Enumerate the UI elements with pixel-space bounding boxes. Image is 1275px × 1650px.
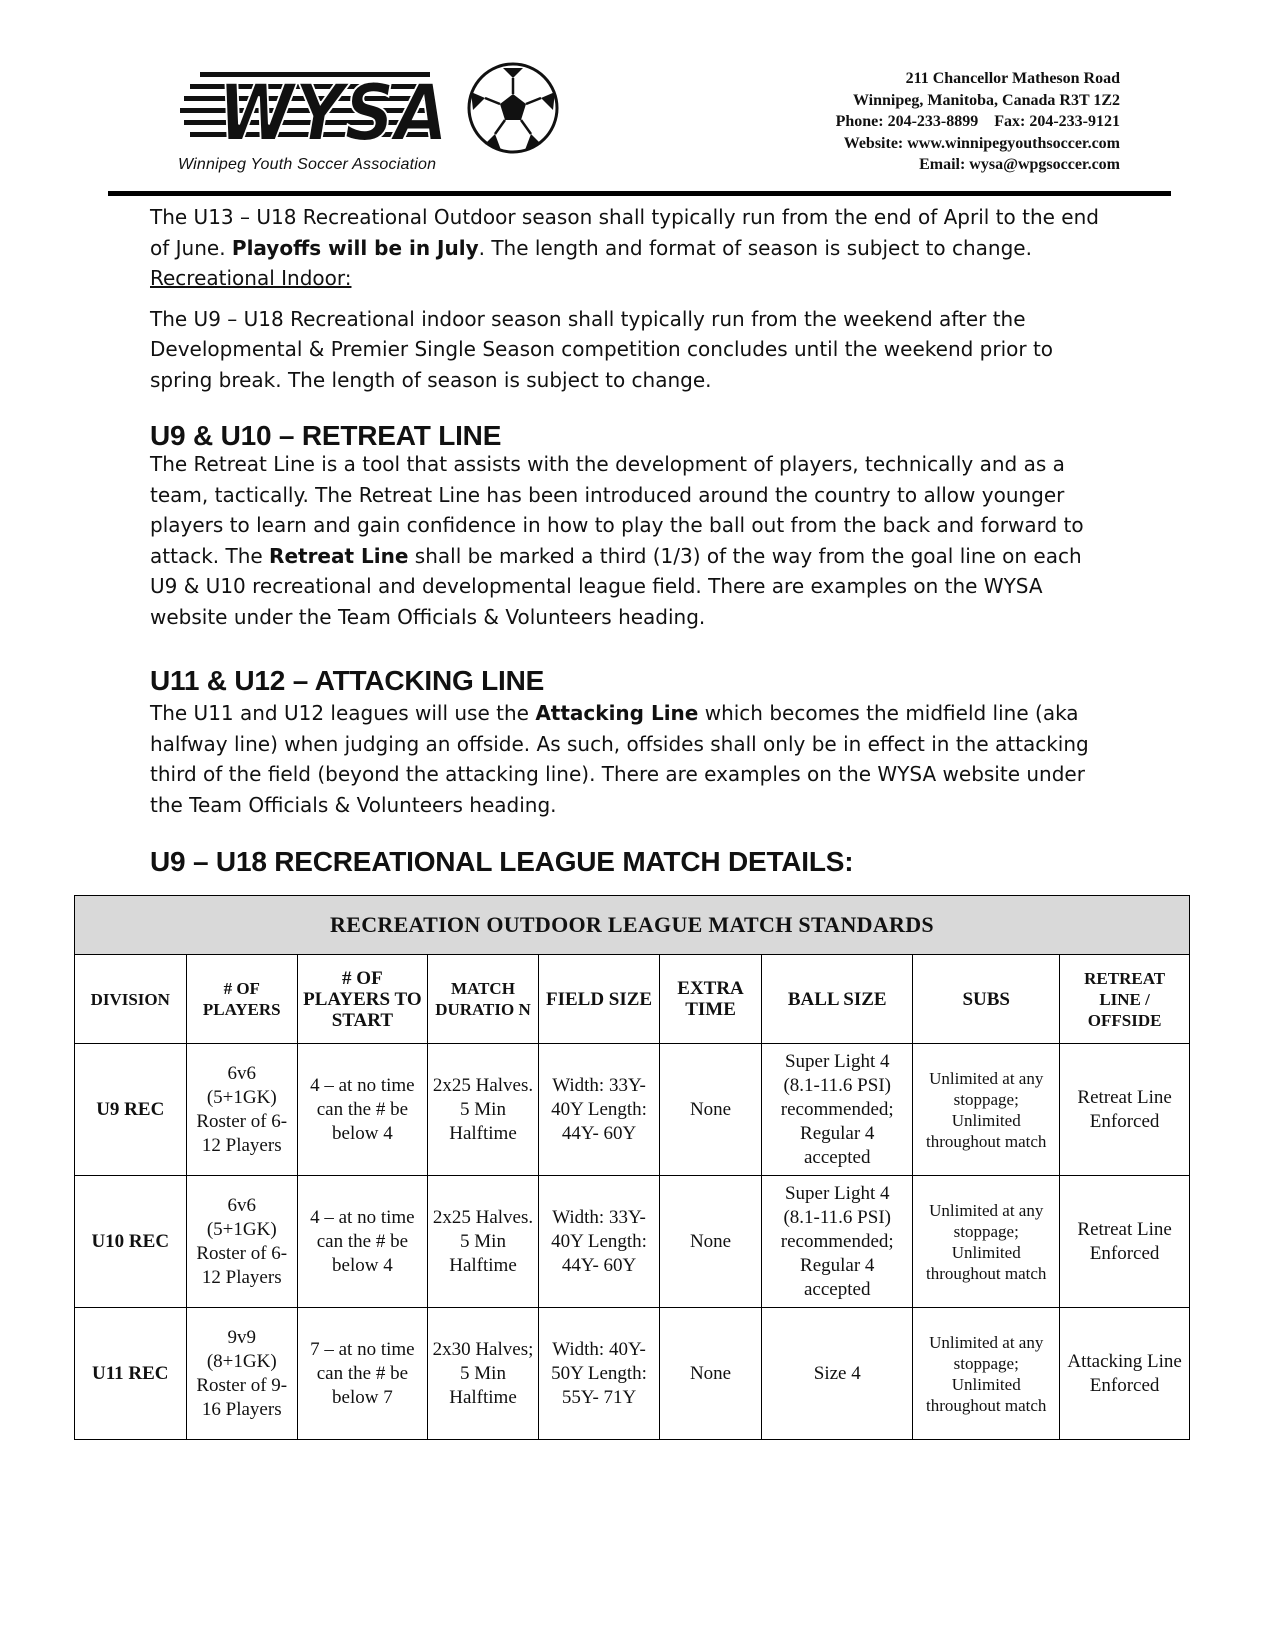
col-header: MATCH DURATIO N <box>427 955 539 1044</box>
cell-start: 7 – at no time can the # be below 7 <box>298 1308 428 1440</box>
website[interactable]: Website: www.winnipegyouthsoccer.com <box>843 134 1120 152</box>
cell-retreat: Retreat Line Enforced <box>1060 1176 1190 1308</box>
col-header: # OF PLAYERS <box>186 955 298 1044</box>
col-header: # OF PLAYERS TO START <box>298 955 428 1044</box>
address-line-2: Winnipeg, Manitoba, Canada R3T 1Z2 <box>852 91 1120 109</box>
cell-field: Width: 40Y-50Y Length: 55Y- 71Y <box>539 1308 660 1440</box>
soccer-ball-icon <box>469 64 557 152</box>
cell-division: U10 REC <box>75 1176 187 1308</box>
indoor-heading: Recreational Indoor: <box>150 266 352 290</box>
address-line-1: 211 Chancellor Matheson Road <box>905 70 1120 87</box>
table-row <box>75 1308 1190 1440</box>
attacking-heading: U11 & U12 – ATTACKING LINE <box>150 665 545 696</box>
col-header: SUBS <box>913 955 1060 1044</box>
cell-players: 9v9 (8+1GK) Roster of 9-16 Players <box>186 1308 298 1440</box>
match-standards-table <box>74 895 1190 1440</box>
match-details-heading: U9 – U18 RECREATIONAL LEAGUE MATCH DETAILS: <box>150 846 854 877</box>
header-divider <box>108 191 1171 196</box>
cell-duration: 2x30 Halves; 5 Min Halftime <box>427 1308 539 1440</box>
cell-field: Width: 33Y-40Y Length: 44Y- 60Y <box>539 1176 660 1308</box>
cell-ball: Super Light 4 (8.1-11.6 PSI) recommended; Regular 4 accepted <box>762 1176 913 1308</box>
cell-duration: 2x25 Halves. 5 Min Halftime <box>427 1176 539 1308</box>
intro-section <box>150 202 1110 395</box>
outdoor-paragraph: The U13 – U18 Recreational Outdoor season shall typically run from the end of April to the end of June. Playoffs will be in July. The length and format of season is subject to change. <box>150 205 1099 260</box>
col-header: RETREAT LINE / OFFSIDE <box>1060 955 1190 1044</box>
cell-subs: Unlimited at any stoppage; Unlimited throughout match <box>913 1044 1060 1176</box>
email[interactable]: Email: wysa@wpgsoccer.com <box>919 156 1120 173</box>
logo-caption: Winnipeg Youth Soccer Association <box>178 156 437 173</box>
cell-start: 4 – at no time can the # be below 4 <box>298 1044 428 1176</box>
cell-extra: None <box>659 1044 761 1176</box>
cell-players: 6v6 (5+1GK) Roster of 6-12 Players <box>186 1044 298 1176</box>
attacking-paragraph: The U11 and U12 leagues will use the Attacking Line which becomes the midfield line (aka halfway line) when judging an offside. As such, offsides shall only be in effect in the attacking third of the field (beyond the attacking line). There are examples on the WYSA website under the Team Officials & Volunteers heading. <box>150 701 1089 817</box>
cell-retreat: Retreat Line Enforced <box>1060 1044 1190 1176</box>
cell-retreat: Attacking Line Enforced <box>1060 1308 1190 1440</box>
retreat-heading: U9 & U10 – RETREAT LINE <box>150 420 502 451</box>
contact-block <box>836 68 1120 176</box>
col-header: DIVISION <box>75 955 187 1044</box>
cell-extra: None <box>659 1176 761 1308</box>
table-title: RECREATION OUTDOOR LEAGUE MATCH STANDARDS <box>75 896 1190 955</box>
cell-duration: 2x25 Halves. 5 Min Halftime <box>427 1044 539 1176</box>
col-header: FIELD SIZE <box>539 955 660 1044</box>
cell-ball: Super Light 4 (8.1-11.6 PSI) recommended; Regular 4 accepted <box>762 1044 913 1176</box>
logo-wordmark: WYSA <box>218 69 448 159</box>
cell-field: Width: 33Y-40Y Length: 44Y- 60Y <box>539 1044 660 1176</box>
cell-subs: Unlimited at any stoppage; Unlimited throughout match <box>913 1308 1060 1440</box>
cell-division: U11 REC <box>75 1308 187 1440</box>
table-row <box>75 1044 1190 1176</box>
table-row <box>75 1176 1190 1308</box>
cell-subs: Unlimited at any stoppage; Unlimited throughout match <box>913 1176 1060 1308</box>
col-header: BALL SIZE <box>762 955 913 1044</box>
table-header-row <box>75 955 1190 1044</box>
cell-division: U9 REC <box>75 1044 187 1176</box>
cell-extra: None <box>659 1308 761 1440</box>
col-header: EXTRA TIME <box>659 955 761 1044</box>
phone-fax: Phone: 204-233-8899 Fax: 204-233-9121 <box>835 113 1120 130</box>
cell-players: 6v6 (5+1GK) Roster of 6-12 Players <box>186 1176 298 1308</box>
cell-ball: Size 4 <box>762 1308 913 1440</box>
cell-start: 4 – at no time can the # be below 4 <box>298 1176 428 1308</box>
indoor-paragraph: The U9 – U18 Recreational indoor season shall typically run from the weekend after the Developmental & Premier Single Season competition concludes until the weekend prior to spring break. The length of season is subject to change. <box>150 306 1054 392</box>
retreat-paragraph: The Retreat Line is a tool that assists with the development of players, technically and as a team, tactically. The Retreat Line has been introduced around the country to allow younger players to learn and gain confidence in how to play the ball out from the back and forward to attack. The Retreat Line shall be marked a third (1/3) of the way from the goal line on each U9 & U10 recreational and developmental league field. There are examples on the WYSA website under the Team Officials & Volunteers heading. <box>150 452 1084 629</box>
